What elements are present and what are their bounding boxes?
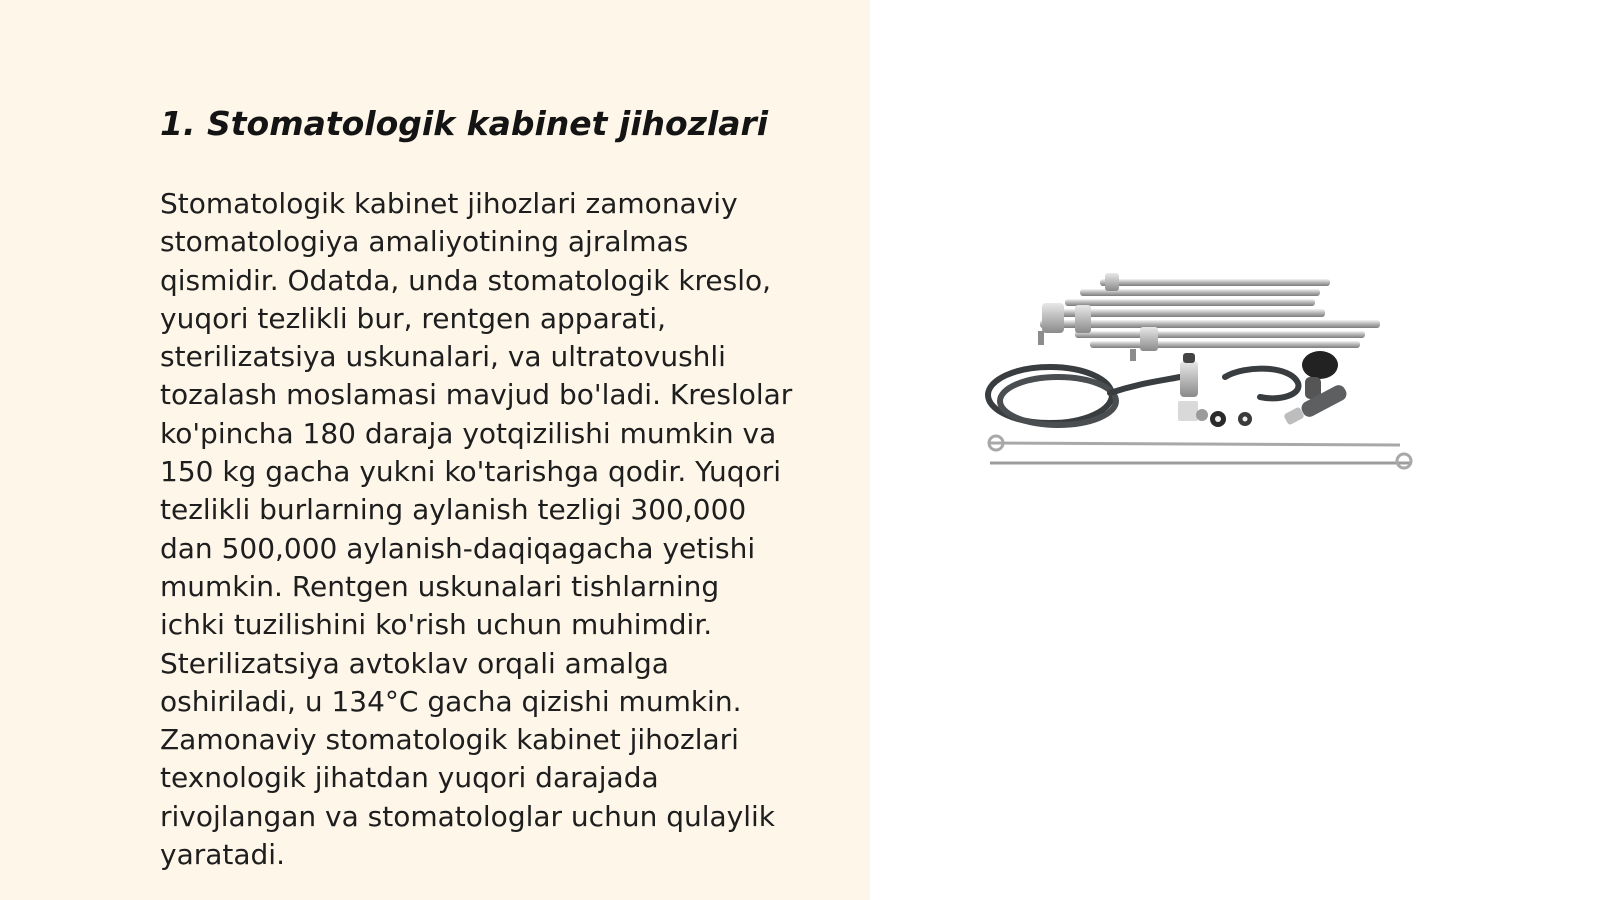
body-line: 150 kg gacha yukni ko'tarishga qodir. Yuqori xyxy=(160,455,781,489)
body-line: rivojlangan va stomatologlar uchun qulaylik xyxy=(160,799,776,833)
body-line: sterilizatsiya uskunalari, va ultratovushli xyxy=(160,340,726,374)
thin-rods xyxy=(989,436,1411,468)
body-line: yuqori tezlikli bur, rentgen apparati, xyxy=(160,301,667,335)
body-line: qismidir. Odatda, unda stomatologik kreslo, xyxy=(160,263,772,297)
body-line: yaratadi. xyxy=(160,838,285,872)
rings xyxy=(1196,409,1252,427)
body-line: ko'pincha 180 daraja yotqizilishi mumkin va xyxy=(160,416,777,450)
slide-title: 1. Stomatologik kabinet jihozlari xyxy=(160,104,769,143)
body-line: Zamonaviy stomatologik kabinet jihozlari xyxy=(160,723,739,757)
body-line: tozalash moslamasi mavjud bo'ladi. Kreslolar xyxy=(160,378,793,412)
body-line: dan 500,000 aylanish-daqiqagacha yetishi xyxy=(160,531,756,565)
body-line: tezlikli burlarning aylanish tezligi 300,000 xyxy=(160,493,747,527)
body-line: texnologik jihatdan yuqori darajada xyxy=(160,761,659,795)
metal-tubes xyxy=(1038,273,1380,361)
body-line: mumkin. Rentgen uskunalari tishlarning xyxy=(160,569,720,603)
coiled-hose xyxy=(988,367,1298,425)
body-line: oshiriladi, u 134°C gacha qizishi mumkin. xyxy=(160,684,742,718)
body-line: ichki tuzilishini ko'rish uchun muhimdir. xyxy=(160,608,713,642)
instrument-set-image xyxy=(980,265,1440,485)
body-line: stomatologiya amaliyotining ajralmas xyxy=(160,225,689,259)
body-line: Stomatologik kabinet jihozlari zamonaviy xyxy=(160,187,738,220)
slide-body-text xyxy=(160,185,840,874)
body-line: Sterilizatsiya avtoklav orqali amalga xyxy=(160,646,669,680)
